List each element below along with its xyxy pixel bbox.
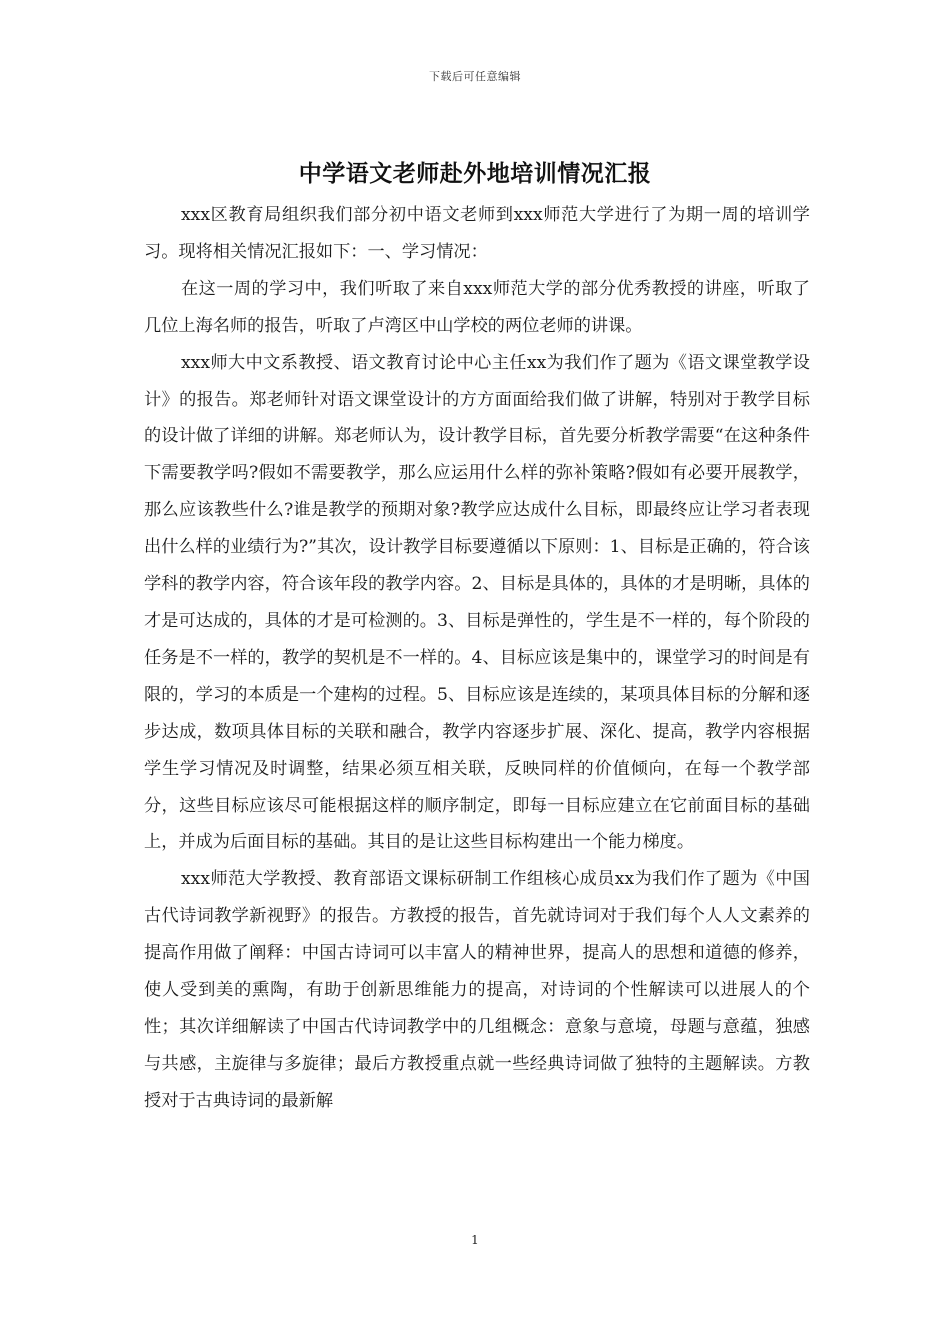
paragraph: xxx师范大学教授、教育部语文课标研制工作组核心成员xx为我们作了题为《中国古代诗词教学新视野》的报告。方教授的报告，首先就诗词对于我们每个人人文素养的提高作用做了阐释：中国古诗词可以丰富人的精神世界，提高人的思想和道德的修养，使人受到美的熏陶，有助于创新思维能力的提高，对诗词的个性解读可以进展人的个性；其次详细解读了中国古代诗词教学中的几组概念：意象与意境，母题与意蕴，独感与共感，主旋律与多旋律；最后方教授重点就一些经典诗词做了独特的主题解读。方教授对于古典诗词的最新解 <box>144 869 810 1111</box>
header-note: 下载后可任意编辑 <box>429 70 521 83</box>
paragraph: xxx区教育局组织我们部分初中语文老师到xxx师范大学进行了为期一周的培训学习。现将相关情况汇报如下：一、学习情况： <box>144 205 810 262</box>
paragraph: xxx师大中文系教授、语文教育讨论中心主任xx为我们作了题为《语文课堂教学设计》的报告。郑老师针对语文课堂设计的方方面面给我们做了讲解，特别对于教学目标的设计做了详细的讲解。郑老师认为，设计教学目标，首先要分析教学需要“在这种条件下需要教学吗?假如不需要教学，那么应运用什么样的弥补策略?假如有必要开展教学，那么应该教些什么?谁是教学的预期对象?教学应达成什么目标，即最终应让学习者表现出什么样的业绩行为?”其次，设计教学目标要遵循以下原则：1、目标是正确的，符合该学科的教学内容，符合该年段的教学内容。2、目标是具体的，具体的才是明晰，具体的才是可达成的，具体的才是可检测的。3、目标是弹性的，学生是不一样的，每个阶段的任务是不一样的，教学的契机是不一样的。4、目标应该是集中的，课堂学习的时间是有限的，学习的本质是一个建构的过程。5、目标应该是连续的，某项具体目标的分解和逐步达成，数项具体目标的关联和融合，教学内容逐步扩展、深化、提高，教学内容根据学生学习情况及时调整，结果必须互相关联，反映同样的价值倾向，在每一个教学部分，这些目标应该尽可能根据这样的顺序制定，即每一目标应建立在它前面目标的基础上，并成为后面目标的基础。其目的是让这些目标构建出一个能力梯度。 <box>144 352 810 853</box>
page-number: 1 <box>471 1233 479 1247</box>
document-body <box>144 197 810 1120</box>
document-title: 中学语文老师赴外地培训情况汇报 <box>298 161 652 187</box>
paragraph: 在这一周的学习中，我们听取了来自xxx师范大学的部分优秀教授的讲座，听取了几位上海名师的报告，听取了卢湾区中山学校的两位老师的讲课。 <box>144 278 810 336</box>
